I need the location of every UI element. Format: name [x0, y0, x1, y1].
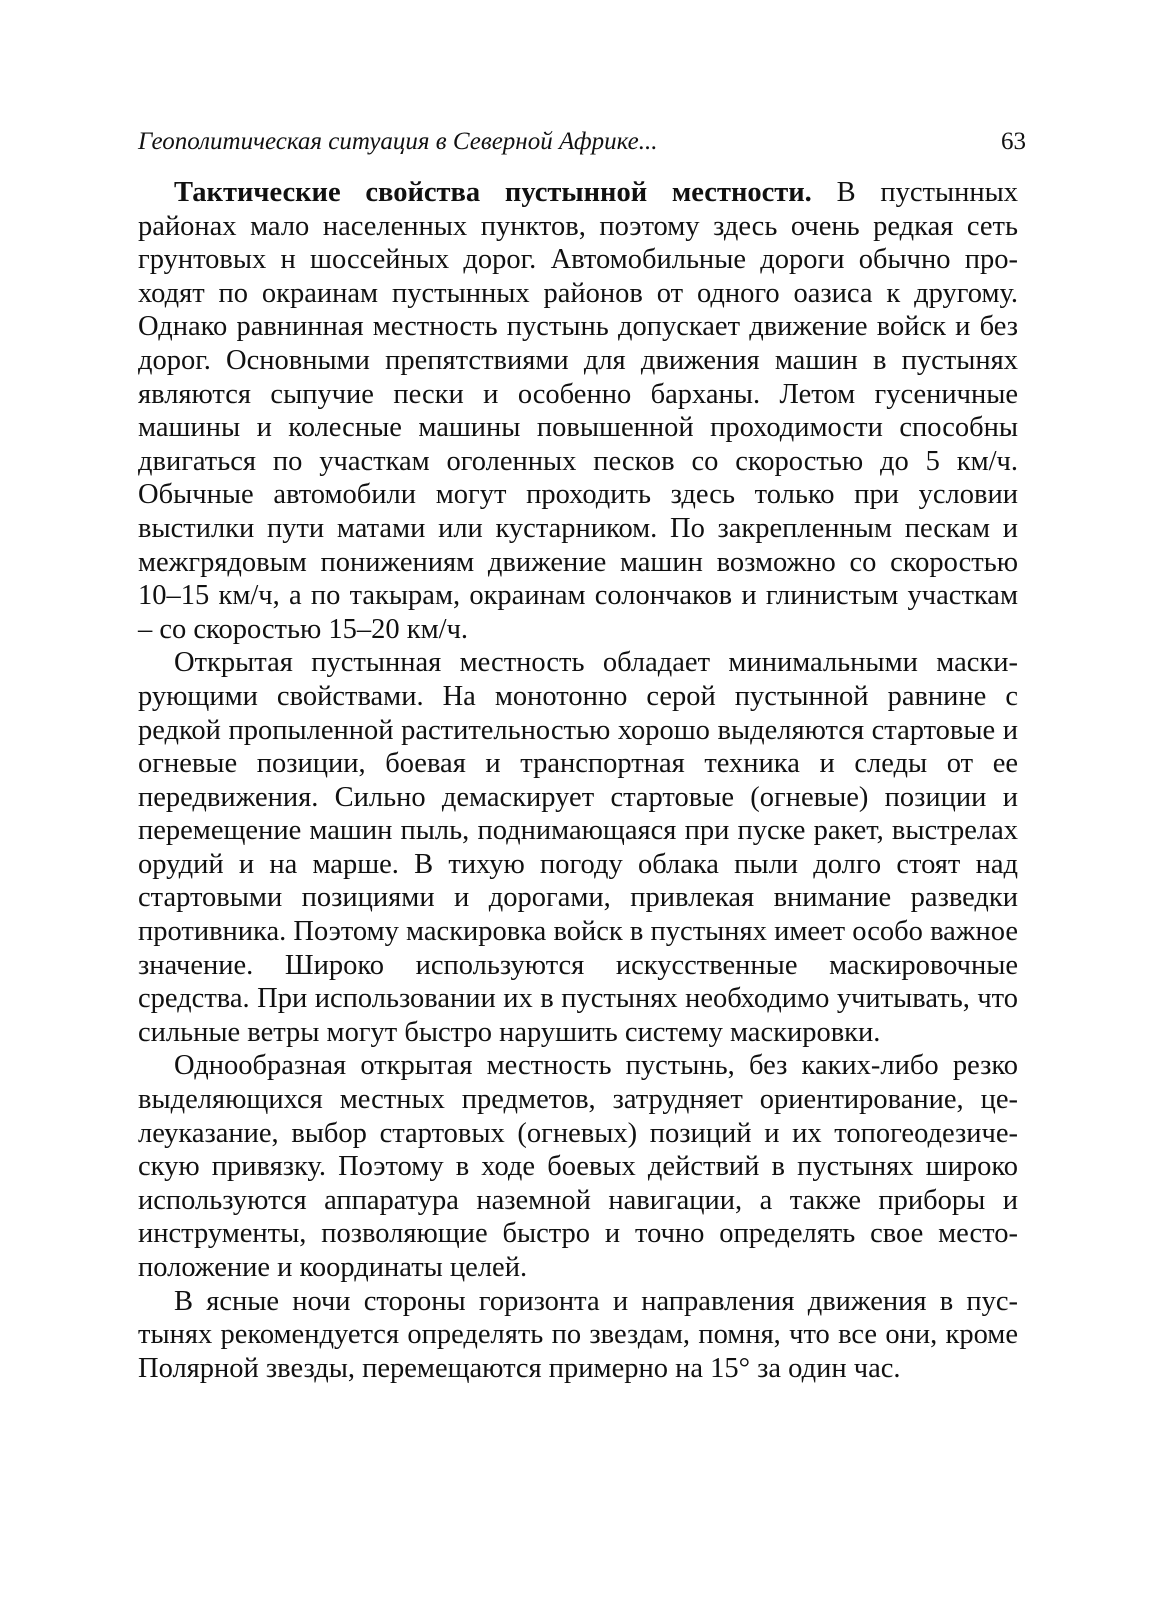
- running-header: [138, 128, 1026, 172]
- paragraph-orientation: [138, 1049, 1018, 1284]
- page-number: 63: [1001, 128, 1026, 155]
- paragraph-terrain-properties: [138, 176, 1018, 646]
- paragraph-camouflage: [138, 646, 1018, 1049]
- paragraph-text: В пустынных районах мало населенных пунктов, поэтому здесь очень редкая сеть грунтовых н шоссейных дорог. Автомобильные дороги обычно проходят по окраинам пустынных районов от одного оазиса к другому. Однако равнинная местность пустынь допускает движение войск и без дорог. Основными препятствиями для движения машин в пустынях являются сыпучие пески и особенно барханы. Летом гусеничные машины и колесные машины повышенной проходимости способны двигаться по участкам оголенных песков со скоростью до 5 км/ч. Обычные автомобили могут проходить здесь только при условии выстилки пути матами или кустарником. По закрепленным пескам и межгрядовым понижениям движение машин возможно со скоростью 10–15 км/ч, а по такырам, окраинам солончаков и глинистым участкам – со скоростью 15–20 км/ч.: [138, 177, 1018, 645]
- paragraph-night-navigation: [138, 1285, 1018, 1386]
- body-text: [138, 176, 1018, 1385]
- paragraph-text: В ясные ночи стороны горизонта и направления движения в пустынях рекомендуется определять по звездам, помня, что все они, кроме Полярной звезды, перемещаются примерно на 15° за один час.: [138, 1285, 1018, 1384]
- running-title: Геополитическая ситуация в Северной Африке...: [138, 128, 658, 155]
- paragraph-text: Однообразная открытая местность пустынь, без каких-либо резко выделяющихся местных предметов, затрудняет ориентирование, целеуказание, выбор стартовых (огневых) позиций и их топогеодезическую привязку. Поэтому в ходе боевых действий в пустынях широко используются аппаратура наземной навигации, а также приборы и инструменты, позволяющие быстро и точно определять свое местоположение и координаты целей.: [138, 1050, 1018, 1283]
- book-page: [138, 128, 1026, 1385]
- paragraph-heading: Тактические свойства пустынной местности.: [174, 177, 812, 208]
- paragraph-text: Открытая пустынная местность обладает минимальными маскирующими свойствами. На монотонно серой пустынной равнине с редкой пропыленной растительностью хорошо выделяются стартовые и огневые позиции, боевая и транспортная техника и следы от ее передвижения. Сильно демаскирует стартовые (огневые) позиции и перемещение машин пыль, поднимающаяся при пуске ракет, выстрелах орудий и на марше. В тихую погоду облака пыли долго стоят над стартовыми позициями и дорогами, привлекая внимание разведки противника. Поэтому маскировка войск в пустынях имеет особо важное значение. Широко используются искусственные маскировочные средства. При использовании их в пустынях необходимо учитывать, что сильные ветры могут быстро нарушить систему маскировки.: [138, 647, 1018, 1048]
